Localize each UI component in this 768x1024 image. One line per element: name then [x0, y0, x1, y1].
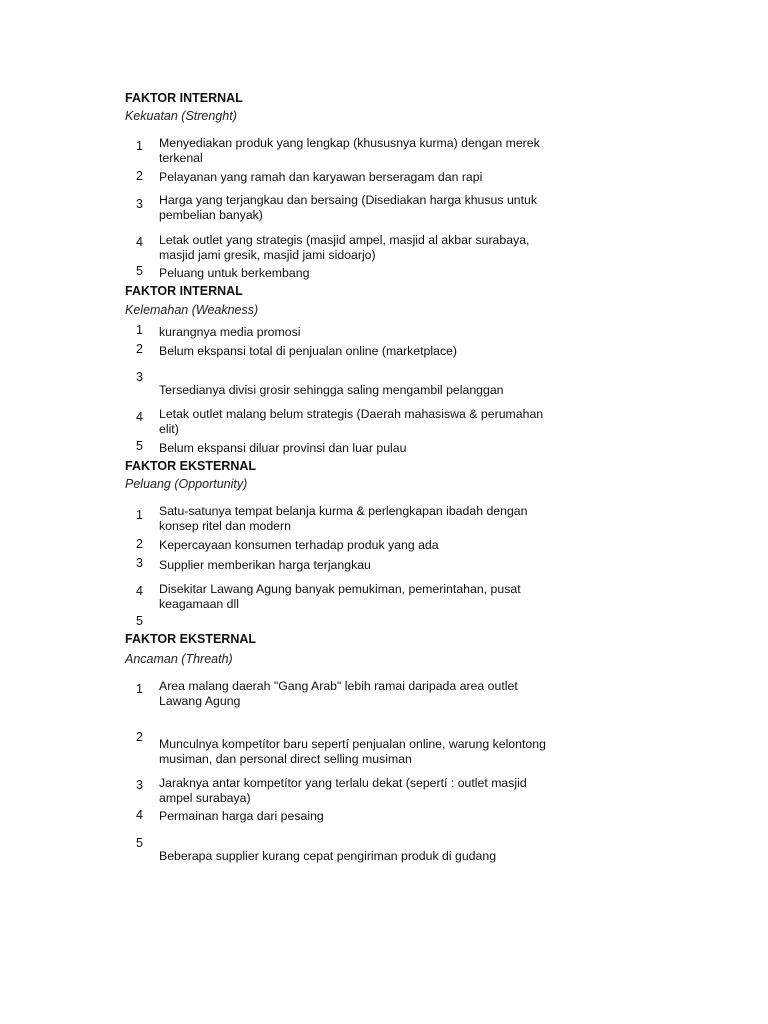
- item-number: 2: [136, 537, 143, 551]
- item-number: 1: [136, 508, 143, 522]
- section-heading: FAKTOR INTERNAL: [125, 91, 243, 105]
- item-text: Letak outlet malang belum strategis (Daerah mahasiswa & perumahan elit): [159, 407, 544, 436]
- section-subheading: Kekuatan (Strenght): [125, 109, 237, 123]
- item-number: 3: [136, 556, 143, 570]
- item-number: 1: [136, 323, 143, 337]
- item-text: Area malang daerah "Gang Arab" lebih ramai daripada area outlet Lawang Agung: [159, 679, 518, 708]
- item-number: 4: [136, 584, 143, 598]
- item-text: Permainan harga dari pesaing: [159, 809, 324, 823]
- item-text: Disekitar Lawang Agung banyak pemukiman, pemerintahan, pusat keagamaan dll: [159, 582, 521, 611]
- item-text: Tersedianya divisi grosir sehingga saling mengambil pelanggan: [159, 383, 504, 397]
- item-text: Satu-satunya tempat belanja kurma & perlengkapan ibadah dengan konsep ritel dan modern: [159, 504, 528, 533]
- section-subheading: Peluang (Opportunity): [125, 477, 248, 491]
- section-subheading: Ancaman (Threath): [125, 652, 233, 666]
- item-number: 1: [136, 139, 143, 153]
- item-number: 2: [136, 342, 143, 356]
- item-text: Munculnya kompetítor baru sepertí penjualan online, warung kelontong musiman, dan personal direct selling musiman: [159, 737, 546, 766]
- item-text: Supplier memberikan harga terjangkau: [159, 558, 371, 572]
- item-number: 4: [136, 808, 143, 822]
- item-text: Belum ekspansi total di penjualan online (marketplace): [159, 344, 458, 358]
- section-heading: FAKTOR EKSTERNAL: [125, 632, 257, 646]
- item-number: 1: [136, 682, 143, 696]
- item-number: 3: [136, 370, 143, 384]
- section-heading: FAKTOR INTERNAL: [125, 284, 243, 298]
- item-text: Beberapa supplier kurang cepat pengiriman produk di gudang: [159, 849, 497, 863]
- item-text: Menyediakan produk yang lengkap (khususnya kurma) dengan merek terkenal: [159, 136, 540, 165]
- item-number: 5: [136, 836, 143, 850]
- item-text: Pelayanan yang ramah dan karyawan berseragam dan rapi: [159, 170, 483, 184]
- item-text: Harga yang terjangkau dan bersaing (Disediakan harga khusus untuk pembelian banyak): [159, 193, 538, 222]
- item-text: kurangnya media promosi: [159, 325, 301, 339]
- item-text: Kepercayaan konsumen terhadap produk yang ada: [159, 538, 439, 552]
- item-text: Peluang untuk berkembang: [159, 266, 310, 280]
- section-heading: FAKTOR EKSTERNAL: [125, 459, 257, 473]
- item-number: 3: [136, 197, 143, 211]
- item-text: Letak outlet yang strategis (masjid ampel, masjid al akbar surabaya, masjid jami gresik, masjid jami sidoarjo): [159, 233, 530, 262]
- item-number: 2: [136, 169, 143, 183]
- item-number: 2: [136, 730, 143, 744]
- item-number: 5: [136, 439, 143, 453]
- item-number: 3: [136, 778, 143, 792]
- item-number: 5: [136, 614, 143, 628]
- item-number: 4: [136, 410, 143, 424]
- section-subheading: Kelemahan (Weakness): [125, 303, 259, 317]
- item-number: 4: [136, 235, 143, 249]
- item-number: 5: [136, 264, 143, 278]
- item-text: Belum ekspansi diluar provinsi dan luar pulau: [159, 441, 407, 455]
- item-text: Jaraknya antar kompetítor yang terlalu dekat (sepertí : outlet masjid ampel surabaya): [159, 776, 527, 805]
